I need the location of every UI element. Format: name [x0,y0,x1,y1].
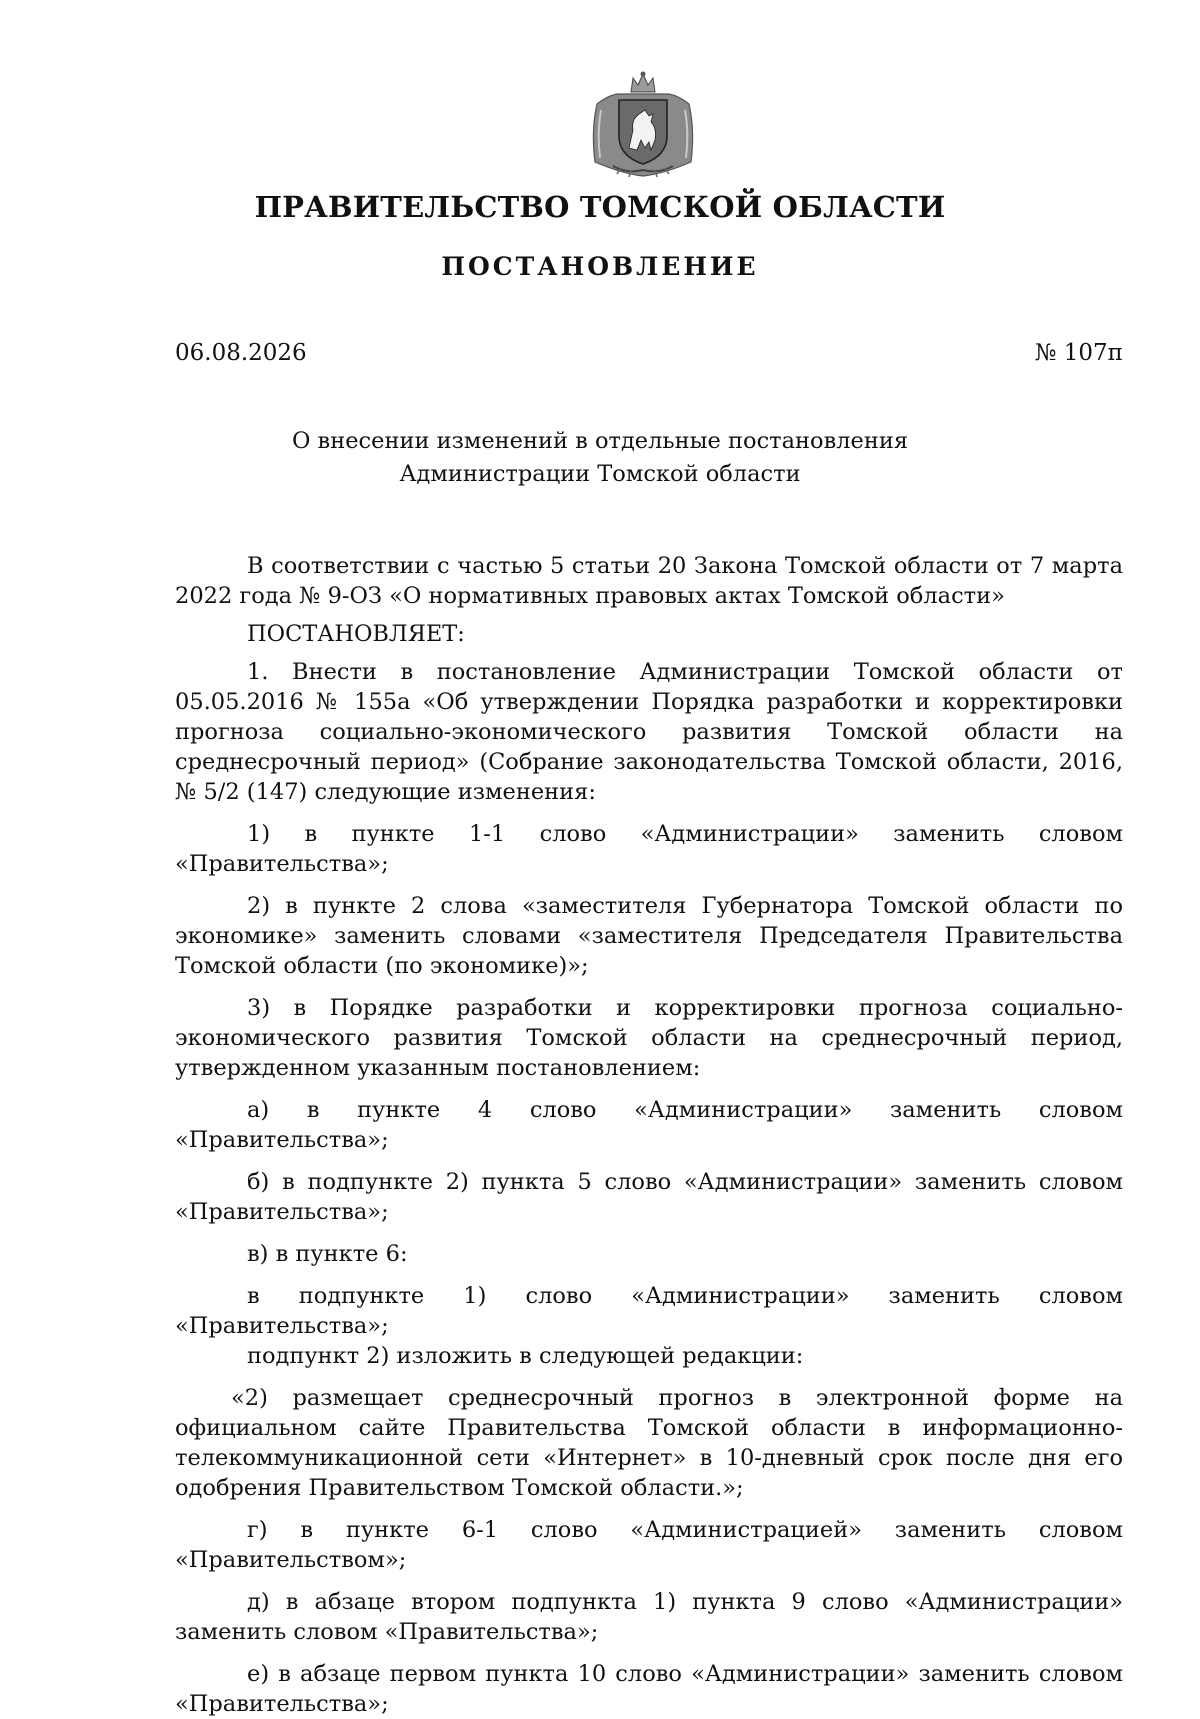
point-e-paragraph: е) в абзаце первом пункта 10 слово «Администрации» заменить словом «Правительства»; [175,1661,1123,1717]
document-body [175,551,1123,1719]
document-number: № 107п [1034,340,1123,366]
document-type: ПОСТАНОВЛЕНИЕ [441,252,759,281]
document-date: 06.08.2026 [175,340,307,366]
point-v-1-paragraph: в подпункте 1) слово «Администрации» заменить словом «Правительства»; [175,1283,1123,1339]
subitem-1-paragraph: 1) в пункте 1-1 слово «Администрации» заменить словом «Правительства»; [175,821,1123,877]
subject-line-2: Администрации Томской области [399,461,801,487]
quoted-text-paragraph: «2) размещает среднесрочный прогноз в электронной форме на официальном сайте Правительства Томской области в информационно-телекоммуникационной сети «Интернет» в 10-дневный срок после дня его одобрения Правительством Томской области.»; [175,1385,1123,1501]
document-subject [0,425,1200,491]
item-1-paragraph: 1. Внести в постановление Администрации Томской области от 05.05.2016 № 155а «Об утверждении Порядка разработки и корректировки прогноза социально-экономического развития Томской области на среднесрочный период» (Собрание законодательства Томской области, 2016, № 5/2 (147) следующие изменения: [175,659,1123,805]
point-a-paragraph: а) в пункте 4 слово «Администрации» заменить словом «Правительства»; [175,1097,1123,1153]
coat-of-arms-icon [583,70,703,180]
point-g-paragraph: г) в пункте 6-1 слово «Администрацией» заменить словом «Правительством»; [175,1517,1123,1573]
point-v-2-paragraph: подпункт 2) изложить в следующей редакции: [247,1343,804,1369]
subitem-3-paragraph: 3) в Порядке разработки и корректировки прогноза социально-экономического развития Томской области на среднесрочный период, утвержденном указанным постановлением: [175,995,1123,1081]
organization-title: ПРАВИТЕЛЬСТВО ТОМСКОЙ ОБЛАСТИ [254,190,946,224]
point-b-paragraph: б) в подпункте 2) пункта 5 слово «Администрации» заменить словом «Правительства»; [175,1169,1123,1225]
subject-line-1: О внесении изменений в отдельные постановления [291,428,909,454]
preamble-paragraph: В соответствии с частью 5 статьи 20 Закона Томской области от 7 марта 2022 года № 9-ОЗ «О нормативных правовых актах Томской области» [175,553,1123,609]
resolves-heading: ПОСТАНОВЛЯЕТ: [247,621,465,647]
point-d-paragraph: д) в абзаце втором подпункта 1) пункта 9 слово «Администрации» заменить словом «Правительства»; [175,1589,1123,1645]
subitem-2-paragraph: 2) в пункте 2 слова «заместителя Губернатора Томской области по экономике» заменить словами «заместителя Председателя Правительства Томской области (по экономике)»; [175,893,1123,979]
point-v-paragraph: в) в пункте 6: [247,1241,408,1267]
